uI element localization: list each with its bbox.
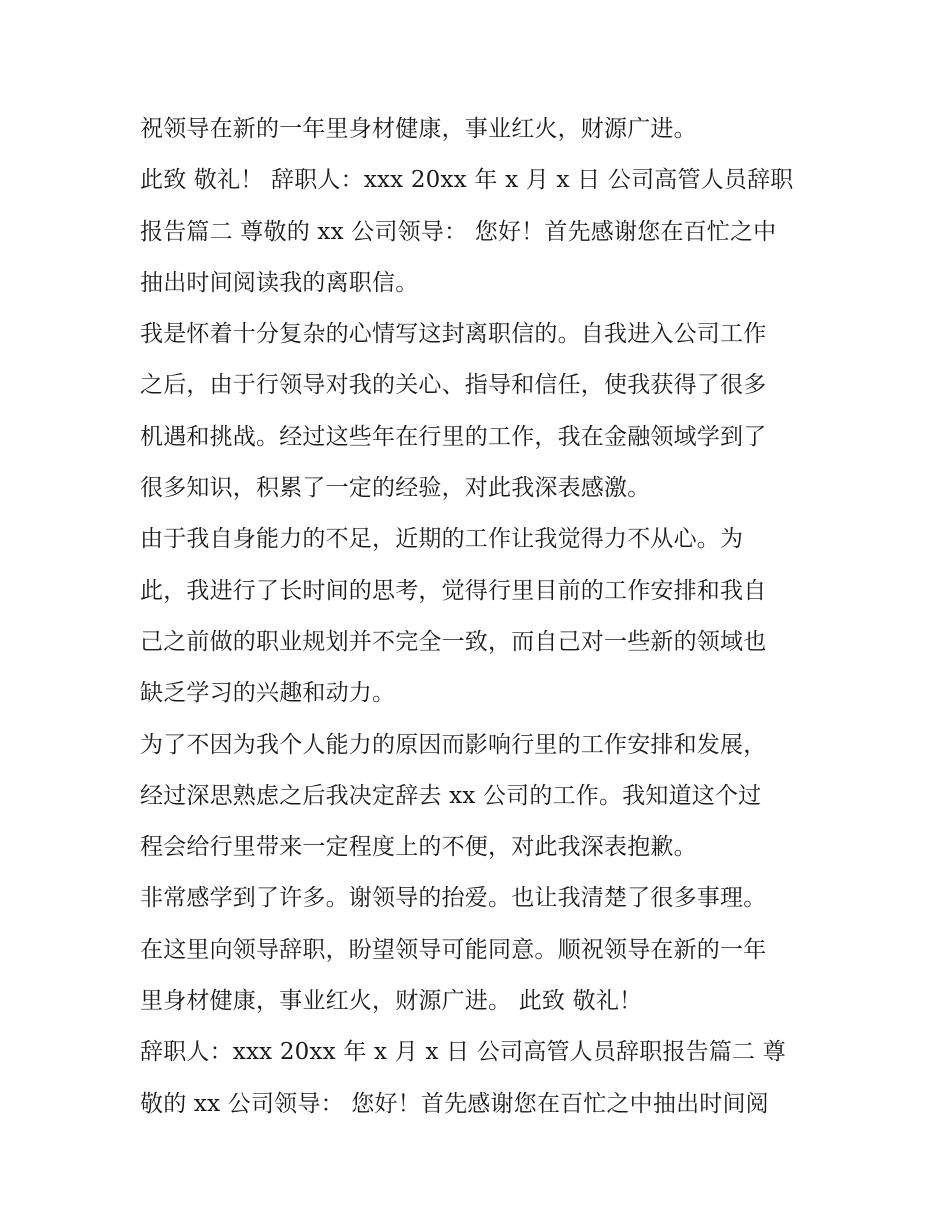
text-line: 敬的 xx 公司领导： 您好！首先感谢您在百忙之中抽出时间阅 bbox=[140, 1090, 769, 1117]
text-line: 由于我自身能力的不足，近期的工作让我觉得力不从心。为 bbox=[140, 526, 744, 553]
text-line: 缺乏学习的兴趣和动力。 bbox=[140, 680, 396, 707]
paragraph-thanks bbox=[140, 873, 812, 1027]
text-line: 祝领导在新的一年里身材健康，事业红火，财源广进。 bbox=[140, 116, 697, 142]
text-line: 抽出时间阅读我的离职信。 bbox=[140, 269, 419, 296]
paragraph-closing-wish bbox=[140, 104, 812, 155]
text-line: 辞职人：xxx 20xx 年 x 月 x 日 公司高管人员辞职报告篇二 尊 bbox=[140, 1039, 786, 1066]
text-line: 此致 敬礼！ 辞职人：xxx 20xx 年 x 月 x 日 公司高管人员辞职 bbox=[140, 167, 794, 194]
text-line: 经过深思熟虑之后我决定辞去 xx 公司的工作。我知道这个过 bbox=[140, 782, 762, 809]
text-line: 我是怀着十分复杂的心情写这封离职信的。自我进入公司工作 bbox=[140, 321, 767, 348]
document-body bbox=[140, 104, 812, 1130]
text-line: 之后，由于行领导对我的关心、指导和信任，使我获得了很多 bbox=[140, 372, 767, 399]
text-line: 为了不因为我个人能力的原因而影响行里的工作安排和发展， bbox=[140, 731, 767, 758]
paragraph-decision bbox=[140, 720, 812, 874]
text-line: 程会给行里带来一定程度上的不便，对此我深表抱歉。 bbox=[140, 834, 697, 861]
paragraph-reason bbox=[140, 514, 812, 719]
text-line: 非常感学到了许多。谢领导的抬爱。也让我清楚了很多事理。 bbox=[140, 885, 767, 912]
text-line: 很多知识，积累了一定的经验，对此我深表感激。 bbox=[140, 475, 651, 502]
text-line: 报告篇二 尊敬的 xx 公司领导： 您好！首先感谢您在百忙之中 bbox=[140, 218, 777, 245]
text-line: 机遇和挑战。经过这些年在行里的工作，我在金融领域学到了 bbox=[140, 423, 767, 450]
paragraph-salutation-heading bbox=[140, 155, 812, 309]
paragraph-signature-next-letter bbox=[140, 1027, 812, 1130]
text-line: 此，我进行了长时间的思考，觉得行里目前的工作安排和我自 bbox=[140, 577, 767, 604]
text-line: 里身材健康，事业红火，财源广进。 此致 敬礼！ bbox=[140, 988, 643, 1015]
text-line: 在这里向领导辞职，盼望领导可能同意。顺祝领导在新的一年 bbox=[140, 936, 767, 963]
text-line: 己之前做的职业规划并不完全一致，而自己对一些新的领域也 bbox=[140, 628, 767, 655]
paragraph-feelings bbox=[140, 309, 812, 514]
